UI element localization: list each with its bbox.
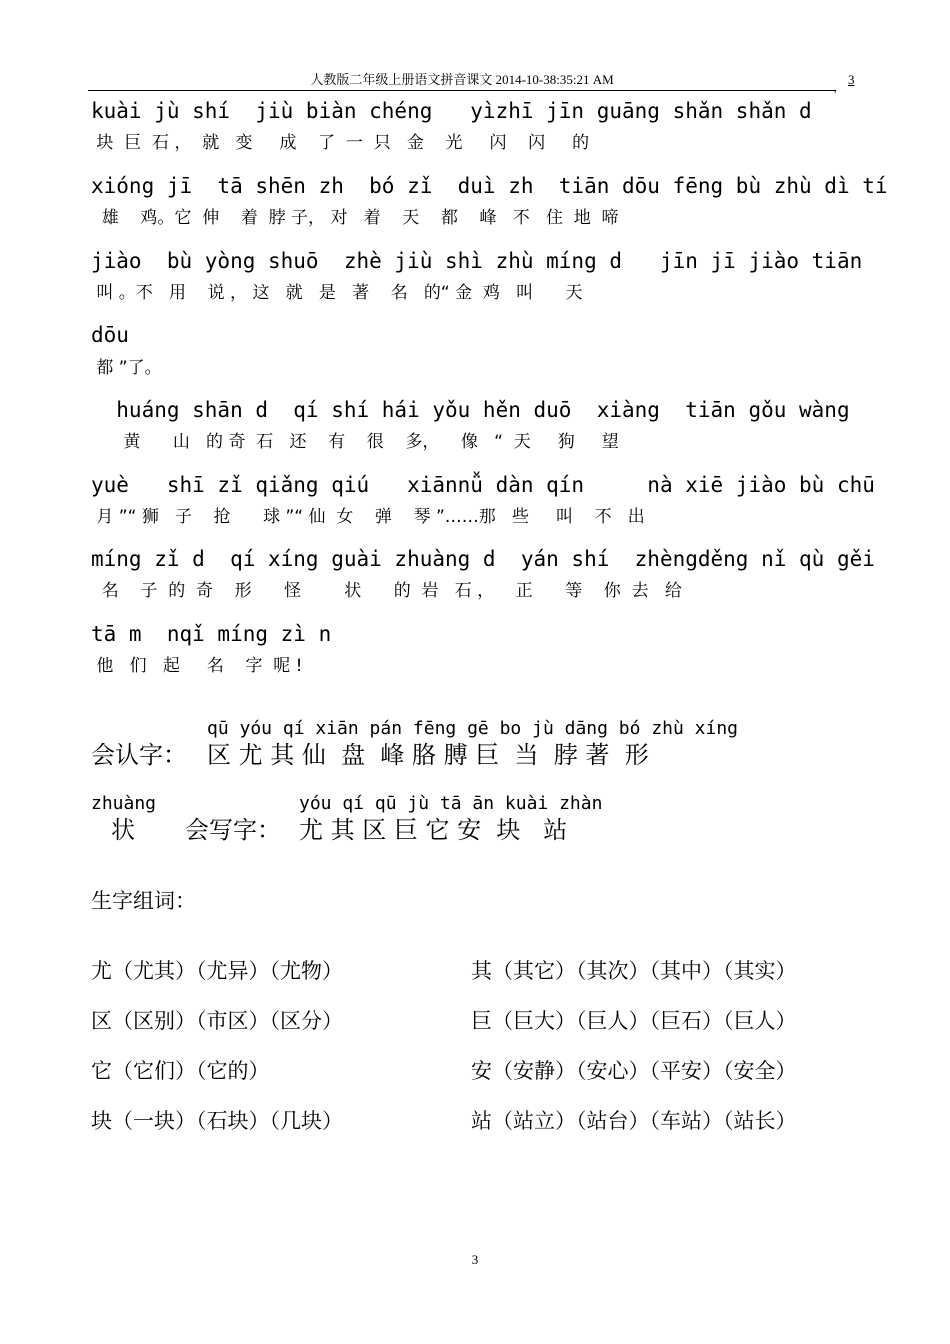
pinyin-line: yuè shī zǐ qiǎng qiú xiānnǚ dàn qín nà xiē jiào bù chū <box>91 473 875 497</box>
hanzi-line: 都 ”了。 <box>91 358 162 378</box>
header-page-number: 3 <box>848 72 855 87</box>
hanzi-line: 雄 鸡。它 伸 着 脖 子， 对 着 天 都 峰 不 住 地 啼 <box>91 208 619 228</box>
word-group-right: 站（站立）（站台）（车站）（站长） <box>471 1109 797 1133</box>
pinyin-line: dōu <box>91 323 129 347</box>
hanzi-line: 叫 。不 用 说 ， 这 就 是 著 名 的“ 金 鸡 叫 天 <box>91 283 583 303</box>
hanzi-line: 名 子 的 奇 形 怪 状 的 岩 石 ， 正 等 你 去 给 <box>91 581 682 601</box>
running-header: 人教版二年级上册语文拼音课文 2014-10-38:35:21 AM <box>88 70 836 91</box>
pinyin-line: míng zǐ d qí xíng guài zhuàng d yán shí zhèngděng nǐ qù gěi <box>91 547 875 571</box>
write-label: 会写字： <box>185 816 281 844</box>
hanzi-line: 月 ”“ 狮 子 抢 球 ”“ 仙 女 弹 琴 ”……那 些 叫 不 出 <box>91 507 645 527</box>
footer-page-number: 3 <box>471 1252 479 1267</box>
write-left-pinyin: zhuàng <box>91 793 157 814</box>
word-group-left: 尤（尤其）（尤异）（尤物） <box>91 959 343 983</box>
word-group-right: 巨（巨大）（巨人）（巨石）（巨人） <box>471 1009 797 1033</box>
recognize-pinyin: qū yóu qí xiān pán fēng gē bo jù dāng bó zhù xíng <box>207 718 739 739</box>
pinyin-line: jiào bù yòng shuō zhè jiù shì zhù míng d jīn jī jiào tiān <box>91 249 863 273</box>
recognize-chars: 区 尤 其 仙 盘 峰 胳 膊 巨 当 脖 著 形 <box>207 741 649 769</box>
pinyin-line: kuài jù shí jiù biàn chéng yìzhī jīn guāng shǎn shǎn d <box>91 99 812 123</box>
hanzi-line: 他 们 起 名 字 呢 ! <box>91 656 303 676</box>
header-mark: , <box>834 84 837 94</box>
word-group-right: 安（安静）（安心）（平安）（安全） <box>471 1059 797 1083</box>
pinyin-line: huáng shān d qí shí hái yǒu hěn duō xiàng tiān gǒu wàng <box>91 398 850 422</box>
write-chars: 尤 其 区 巨 它 安 块 站 <box>299 816 568 844</box>
recognize-label: 会认字： <box>91 741 187 769</box>
word-group-left: 块（一块）（石块）（几块） <box>91 1109 343 1133</box>
word-section-title: 生字组词： <box>91 889 196 913</box>
hanzi-line: 块 巨 石 ， 就 变 成 了 一 只 金 光 闪 闪 的 <box>91 133 590 153</box>
pinyin-line: tā m nqǐ míng zì n <box>91 622 332 646</box>
word-group-left: 它（它们）（它的） <box>91 1059 270 1083</box>
hanzi-line: 黄 山 的 奇 石 还 有 很 多， 像 “ 天 狗 望 <box>91 432 619 452</box>
word-group-right: 其（其它）（其次）（其中）（其实） <box>471 959 797 983</box>
pinyin-line: xióng jī tā shēn zh bó zǐ duì zh tiān dōu fēng bù zhù dì tí <box>91 174 888 198</box>
word-group-left: 区（区别）（市区）（区分） <box>91 1009 343 1033</box>
write-pinyin: yóu qí qū jù tā ān kuài zhàn <box>299 793 603 814</box>
write-left-char: 状 <box>111 816 135 844</box>
